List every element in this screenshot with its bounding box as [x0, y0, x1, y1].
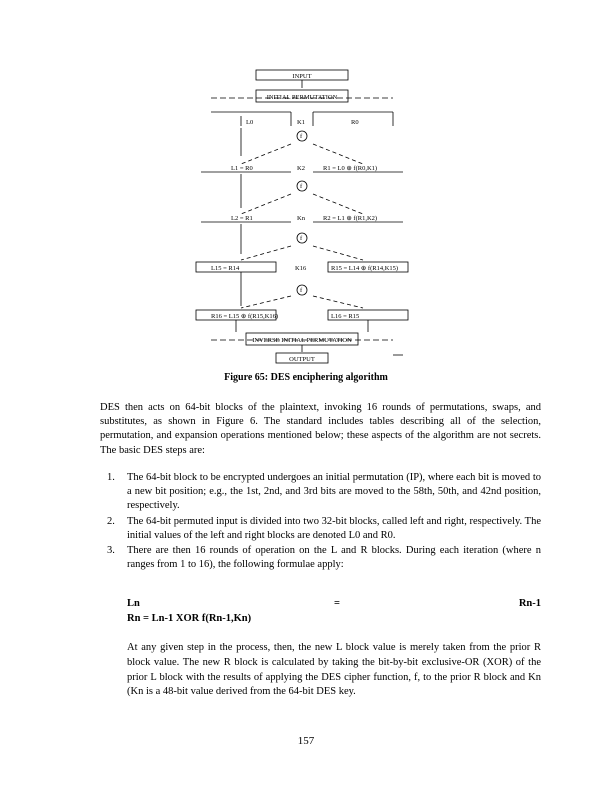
r1-label: R1 = L0 ⊕ f(R0,K1) [323, 165, 378, 172]
explanation-paragraph: At any given step in the process, then, the new L block value is merely taken from the prior R block value. The new R block is calculated by taking the bit-by-bit exclusive-OR (XOR) of the prior L block with the results of applying the DES cipher function, f, to the prior R block and Kn (Kn is a 48-bit value derived from the 64-bit DES key. [127, 642, 541, 698]
step-text: There are then 16 rounds of operation on the L and R blocks. During each iteration (where n ranges from 1 to 16), the following formulae apply: [127, 545, 541, 571]
des-steps-list [100, 471, 541, 573]
l1-label: L1 = R0 [231, 165, 253, 172]
r0-label: R0 [351, 119, 359, 126]
ip-label: INITIAL PERMUTATION [266, 94, 338, 101]
step-text: The 64-bit block to be encrypted undergoes an initial permutation (IP), where each bit is moved to a new bit position; e.g., the 1st, 2nd, and 3rd bits are moved to the 58th, 50th, and 42nd position, respectively. [127, 472, 541, 512]
l2-label: L2 = R1 [231, 215, 253, 222]
step-number: 2. [107, 515, 115, 527]
output-label: OUTPUT [289, 356, 315, 363]
intro-paragraph: DES then acts on 64-bit blocks of the plaintext, invoking 16 rounds of permutations, swaps, and substitutes, as shown in Figure 6. The standard includes tables describing all of the selection, permutation, and expansion operations mentioned below; these aspects of the algorithm are not secrets. The basic DES steps are: [100, 402, 541, 456]
formula-l-lhs: Ln [127, 598, 140, 609]
l0-label: L0 [246, 119, 254, 126]
step-number: 3. [107, 545, 115, 557]
formula-l-eq: = [334, 598, 340, 609]
step-text: The 64-bit permuted input is divided into two 32-bit blocks, called left and right, respectively. The initial values of the left and right blocks are denoted L0 and R0. [127, 515, 541, 541]
k1-label: K1 [297, 119, 305, 126]
r2-label: R2 = L1 ⊕ f(R1,K2) [323, 215, 378, 222]
des-flowchart [191, 68, 413, 368]
f-label-1: f [300, 133, 303, 140]
page-number: 157 [297, 735, 315, 747]
formula-r-text: Rn = Ln-1 XOR f(Rn-1,Kn) [127, 613, 252, 624]
des-diagram [191, 68, 413, 368]
l15-label: L15 = R14 [211, 265, 240, 272]
r15-label: R15 = L14 ⊕ f(R14,K15) [331, 265, 399, 272]
k2-label: K2 [297, 165, 305, 172]
f-label-4: f [300, 287, 303, 294]
step-number: 1. [107, 472, 115, 483]
l16-label: L16 = R15 [331, 313, 360, 320]
f-label-2: f [300, 183, 303, 190]
step-item [100, 515, 541, 543]
inverse-ip-label: INVERSE INITIAL PERMUTATION [252, 337, 352, 344]
k16-label: K16 [295, 265, 307, 272]
step-item [100, 471, 541, 514]
kn-label: Kn [297, 215, 305, 222]
r16-label: R16 = L15 ⊕ f(R15,K16) [211, 313, 279, 320]
input-label: INPUT [292, 73, 312, 80]
f-label-3: f [300, 235, 303, 242]
step-item [100, 544, 541, 572]
formula-l-rhs: Rn-1 [518, 598, 541, 609]
figure-caption: Figure 65: DES enciphering algorithm [224, 372, 388, 383]
